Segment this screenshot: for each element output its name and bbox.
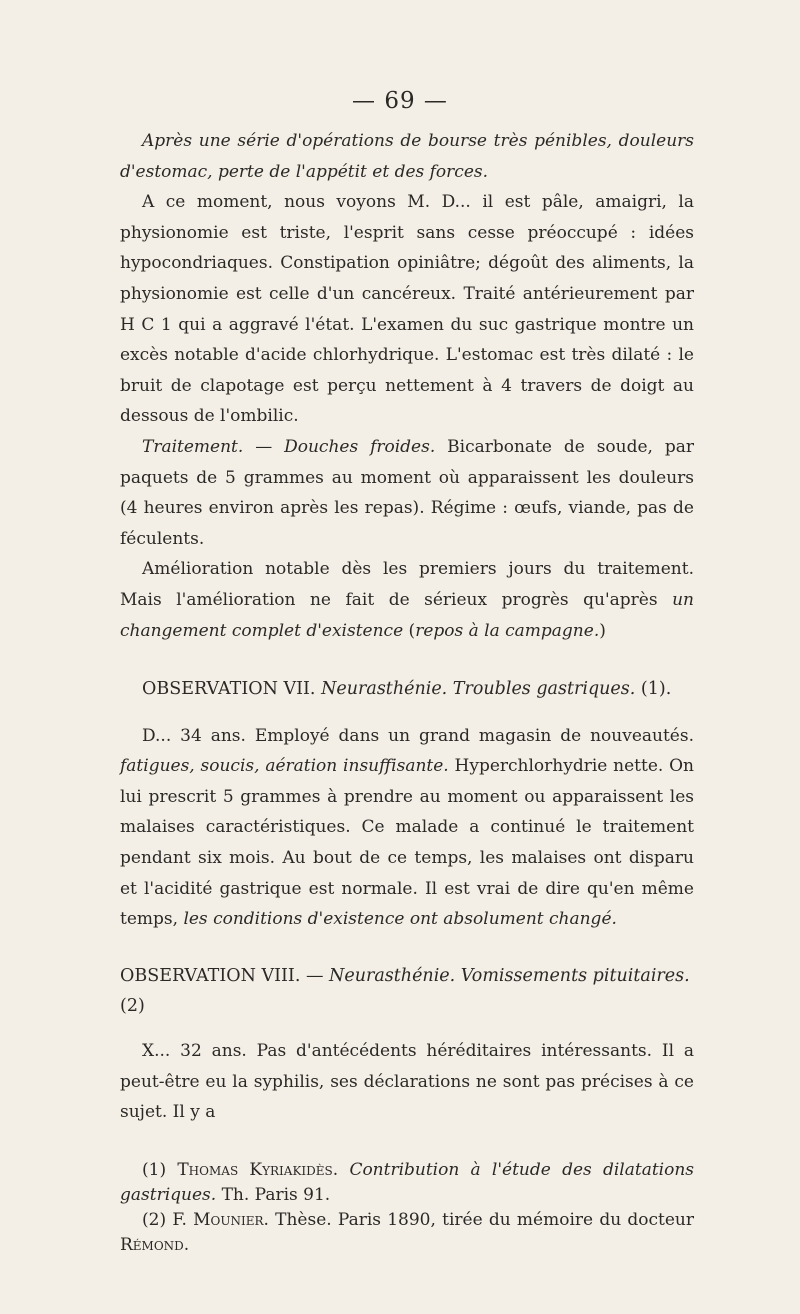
observation-vii-heading: [120, 674, 694, 705]
footnote-2-rest: Thèse. Paris 1890, tirée du mémoire du docteur: [275, 1209, 694, 1230]
paragraph-examination: A ce moment, nous voyons M. D... il est pâle, amaigri, la physionomie est triste, l'esprit sans cesse préoccupé : idées hypocondriaques. Constipation opiniâtre; dégoût des aliments, la physionomie est celle d'un cancéreux. Traité antérieurement par H C 1 qui a aggravé l'état. L'examen du suc gastrique montre un excès notable d'acide chlorhydrique. L'estomac est très dilaté : le bruit de clapotage est perçu nettement à 4 travers de doigt au dessous de l'ombilic.: [120, 192, 694, 427]
improvement-italic-2: repos à la campagne.: [415, 620, 600, 641]
observation-viii-heading: [120, 961, 694, 1022]
page-body: [120, 126, 694, 1258]
page-number: — 69 —: [352, 88, 448, 114]
improvement-paren-open: (: [403, 620, 416, 641]
paragraph-observation-viii: X... 32 ans. Pas d'antécédents héréditaires intéressants. Il a peut-être eu la syphilis, ses déclarations ne sont pas précises à ce sujet. Il y a: [120, 1041, 694, 1123]
treatment-dash: —: [243, 436, 285, 457]
paragraph-observation-vii: [120, 721, 694, 935]
obs7-ref: (1).: [640, 679, 672, 700]
obs7-italic-b: les conditions d'existence ont absolument changé.: [183, 909, 617, 930]
footnote-2: [120, 1208, 694, 1258]
footnote-2-num: (2): [142, 1209, 167, 1230]
obs8-label: OBSERVATION VIII.: [120, 965, 301, 986]
footnote-1-title: Contribution à l'étude des dilatations gastriques.: [120, 1159, 695, 1205]
obs7-label: OBSERVATION VII.: [142, 679, 316, 700]
footnote-1: [120, 1158, 694, 1208]
obs7-text: D... 34 ans. Employé dans un grand magasin de nouveautés.: [142, 725, 694, 746]
footnote-1-num: (1): [142, 1159, 167, 1180]
obs7-italic-a: fatigues, soucis, aération insuffisante.: [120, 756, 449, 777]
obs8-dash: —: [300, 965, 330, 986]
paragraph-intro: [120, 126, 694, 187]
obs8-ref: (2): [120, 996, 145, 1017]
footnote-1-rest: Th. Paris 91.: [221, 1184, 331, 1205]
intro-italic: Après une série d'opérations de bourse très pénibles, douleurs d'estomac, perte de l'appétit et des forces.: [120, 131, 694, 182]
footnote-2-author: F. Mounier.: [172, 1209, 269, 1230]
obs7-text-2: Hyperchlorhydrie nette. On lui prescrit 5 grammes à prendre au moment ou apparaissent les malaises caractéristiques. Ce malade a continué le traitement pendant six mois. Au bout de ce temps, les malaises ont disparu et l'acidité gastrique est normale. Il est vrai de dire qu'en même temps,: [120, 756, 694, 930]
obs8-italic: Neurasthénie. Vomissements pituitaires.: [329, 965, 690, 986]
treatment-label: Traitement.: [142, 436, 244, 457]
improvement-paren-close: ): [599, 620, 606, 641]
paragraph-treatment: [120, 432, 694, 554]
treatment-text: Bicarbonate de soude, par paquets de 5 grammes au moment où apparaissent les douleurs (4 heures environ après les repas). Régime : œufs, viande, pas de féculents.: [120, 436, 695, 549]
treatment-label-2: Douches froides.: [284, 436, 436, 457]
obs7-italic: Neurasthénie. Troubles gastriques.: [321, 679, 636, 700]
footnote-1-author: Thomas Kyriakidès.: [177, 1159, 339, 1180]
improvement-text: Amélioration notable dès les premiers jours du traitement. Mais l'amélioration ne fait de sérieux progrès qu'après: [120, 559, 694, 610]
paragraph-improvement: [120, 554, 694, 646]
improvement-italic: un changement complet d'existence: [120, 589, 694, 641]
footnote-2-author-2: Rémond.: [120, 1234, 190, 1255]
